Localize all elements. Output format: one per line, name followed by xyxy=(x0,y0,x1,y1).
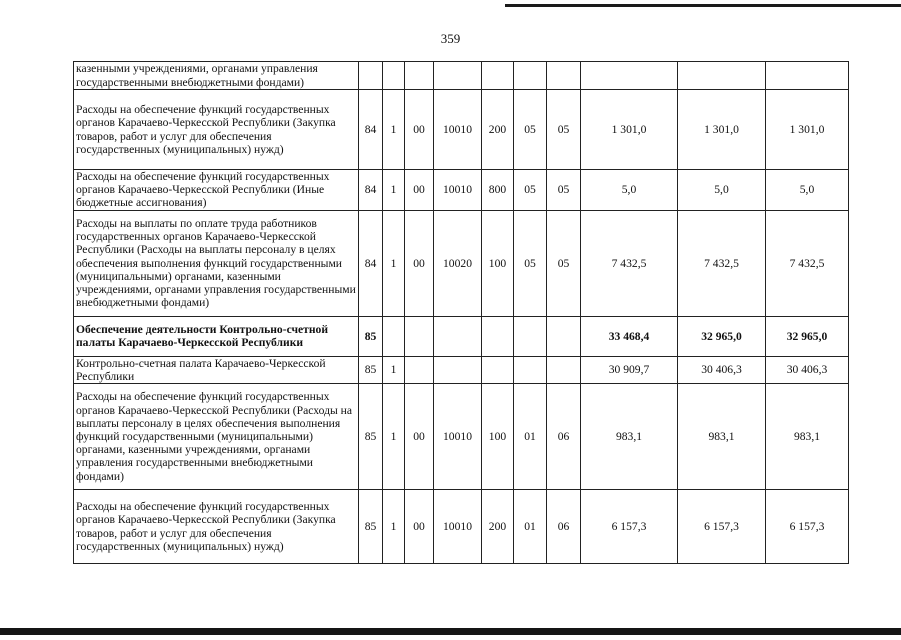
code-pr xyxy=(405,62,434,90)
table-row xyxy=(74,62,849,90)
amount-1: 33 468,4 xyxy=(581,316,678,356)
code-gr: 85 xyxy=(359,356,383,383)
amount-1: 30 909,7 xyxy=(581,356,678,383)
row-name: Расходы на обеспечение функций государственных органов Карачаево-Черкесской Республики (Иные бюджетные ассигнования) xyxy=(74,170,359,211)
amount-2: 5,0 xyxy=(678,170,766,211)
code-csr xyxy=(434,356,482,383)
code-x2: 06 xyxy=(547,490,581,564)
amount-3: 983,1 xyxy=(766,384,849,490)
row-name: Расходы на обеспечение функций государственных органов Карачаево-Черкесской Республики (Расходы на выплаты персоналу в целях обеспечения выполнения функций государственными (муниципальными) органами, казенными учреждениями, органами управления государственными внебюджетными фондами) xyxy=(74,384,359,490)
code-x1: 05 xyxy=(514,90,547,170)
amount-3: 5,0 xyxy=(766,170,849,211)
row-name: казенными учреждениями, органами управления государственными внебюджетными фондами) xyxy=(74,62,359,90)
code-x1: 05 xyxy=(514,210,547,316)
code-vr: 800 xyxy=(482,170,514,211)
code-gr: 85 xyxy=(359,490,383,564)
amount-2: 6 157,3 xyxy=(678,490,766,564)
amount-1: 6 157,3 xyxy=(581,490,678,564)
row-name: Расходы на обеспечение функций государственных органов Карачаево-Черкесской Республики (Закупка товаров, работ и услуг для обеспечения государственных (муниципальных) нужд) xyxy=(74,90,359,170)
amount-3: 7 432,5 xyxy=(766,210,849,316)
amount-3: 32 965,0 xyxy=(766,316,849,356)
code-csr xyxy=(434,316,482,356)
page-number: 359 xyxy=(440,31,461,46)
code-x2: 06 xyxy=(547,384,581,490)
code-rz: 1 xyxy=(383,170,405,211)
amount-1 xyxy=(581,62,678,90)
code-csr xyxy=(434,62,482,90)
row-name: Расходы на выплаты по оплате труда работников государственных органов Карачаево-Черкесской Республики (Расходы на выплаты персоналу в целях обеспечения выполнения функций государственными (муниципальными) органами, казенными учреждениями, органами управления государственными внебюджетными фондами) xyxy=(74,210,359,316)
code-x2 xyxy=(547,356,581,383)
amount-3: 30 406,3 xyxy=(766,356,849,383)
amount-2: 30 406,3 xyxy=(678,356,766,383)
code-pr: 00 xyxy=(405,384,434,490)
code-csr: 10010 xyxy=(434,90,482,170)
code-vr xyxy=(482,316,514,356)
table-row xyxy=(74,490,849,564)
code-pr xyxy=(405,356,434,383)
code-gr xyxy=(359,62,383,90)
scan-edge-bottom xyxy=(0,628,901,635)
row-name: Обеспечение деятельности Контрольно-счетной палаты Карачаево-Черкесской Республики xyxy=(74,316,359,356)
table-row xyxy=(74,316,849,356)
code-vr: 200 xyxy=(482,490,514,564)
code-x1 xyxy=(514,316,547,356)
code-rz: 1 xyxy=(383,356,405,383)
amount-3 xyxy=(766,62,849,90)
amount-1: 7 432,5 xyxy=(581,210,678,316)
code-rz xyxy=(383,316,405,356)
table-row xyxy=(74,210,849,316)
amount-2 xyxy=(678,62,766,90)
code-vr: 100 xyxy=(482,384,514,490)
code-vr: 100 xyxy=(482,210,514,316)
code-rz: 1 xyxy=(383,90,405,170)
code-x2 xyxy=(547,62,581,90)
code-vr: 200 xyxy=(482,90,514,170)
amount-2: 983,1 xyxy=(678,384,766,490)
code-rz: 1 xyxy=(383,490,405,564)
code-gr: 84 xyxy=(359,170,383,211)
code-rz xyxy=(383,62,405,90)
table-row xyxy=(74,356,849,383)
code-rz: 1 xyxy=(383,210,405,316)
code-x2: 05 xyxy=(547,210,581,316)
code-csr: 10020 xyxy=(434,210,482,316)
amount-3: 1 301,0 xyxy=(766,90,849,170)
table-row xyxy=(74,90,849,170)
code-pr: 00 xyxy=(405,170,434,211)
code-x1: 01 xyxy=(514,490,547,564)
code-x2: 05 xyxy=(547,90,581,170)
code-csr: 10010 xyxy=(434,384,482,490)
code-vr xyxy=(482,62,514,90)
code-rz: 1 xyxy=(383,384,405,490)
budget-table xyxy=(73,61,849,564)
code-csr: 10010 xyxy=(434,170,482,211)
code-pr: 00 xyxy=(405,210,434,316)
code-x1: 01 xyxy=(514,384,547,490)
code-x2 xyxy=(547,316,581,356)
code-pr: 00 xyxy=(405,90,434,170)
code-vr xyxy=(482,356,514,383)
amount-1: 983,1 xyxy=(581,384,678,490)
code-gr: 84 xyxy=(359,210,383,316)
code-gr: 85 xyxy=(359,316,383,356)
amount-1: 1 301,0 xyxy=(581,90,678,170)
amount-2: 1 301,0 xyxy=(678,90,766,170)
code-gr: 85 xyxy=(359,384,383,490)
row-name: Контрольно-счетная палата Карачаево-Черкесской Республики xyxy=(74,356,359,383)
amount-1: 5,0 xyxy=(581,170,678,211)
amount-2: 32 965,0 xyxy=(678,316,766,356)
code-x1 xyxy=(514,62,547,90)
code-pr: 00 xyxy=(405,490,434,564)
code-gr: 84 xyxy=(359,90,383,170)
table-row xyxy=(74,384,849,490)
code-pr xyxy=(405,316,434,356)
code-x1: 05 xyxy=(514,170,547,211)
amount-2: 7 432,5 xyxy=(678,210,766,316)
row-name: Расходы на обеспечение функций государственных органов Карачаево-Черкесской Республики (Закупка товаров, работ и услуг для обеспечения государственных (муниципальных) нужд) xyxy=(74,490,359,564)
scan-edge-top xyxy=(505,4,901,7)
table-row xyxy=(74,170,849,211)
amount-3: 6 157,3 xyxy=(766,490,849,564)
code-x1 xyxy=(514,356,547,383)
code-csr: 10010 xyxy=(434,490,482,564)
code-x2: 05 xyxy=(547,170,581,211)
